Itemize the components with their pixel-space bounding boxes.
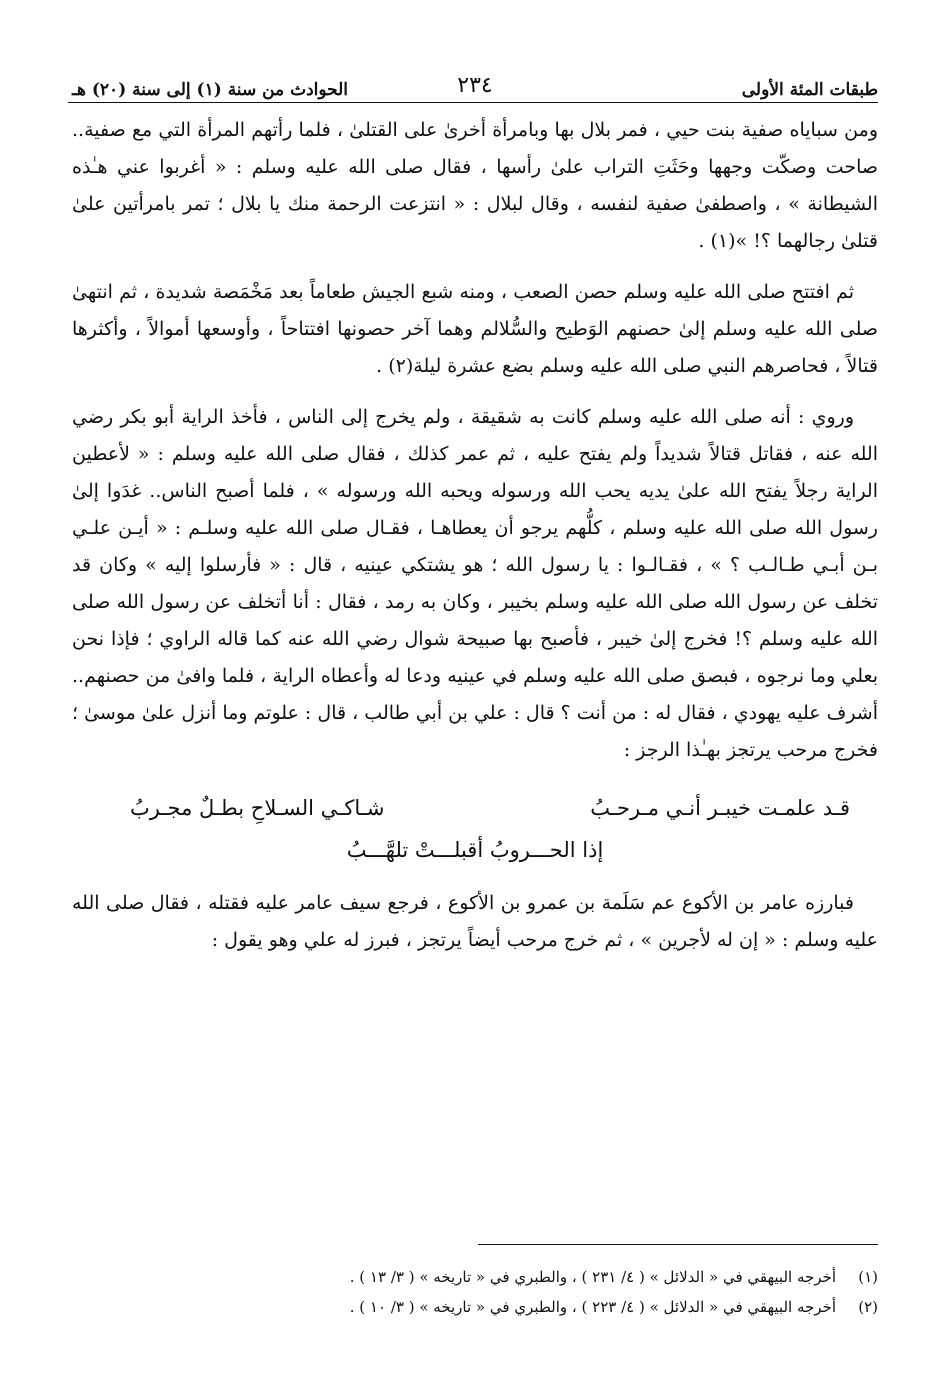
footnote-rule (478, 1244, 878, 1245)
footnote-number: (١) (858, 1268, 878, 1286)
page-number: ٢٣٤ (457, 73, 493, 98)
main-text (72, 112, 878, 959)
paragraph-2: ثم افتتح صلى الله عليه وسلم حصن الصعب ، ومنه شبع الجيش طعاماً بعد مَخْمَصة شديدة ، ثم انتهىٰ صلى الله عليه وسلم إلىٰ حصنهم الوَطيح والسُّلالم وهما آخر حصونها افتتاحاً ، وأوسعها أموالاً ، وأكثرها قتالاً ، فحاصرهم النبي صلى الله عليه وسلم بضع عشرة ليلة(٢) . (72, 281, 878, 377)
verse-hemistich-3: إذا الحـــروبُ أقبلـــتْ تلهَّـــبُ (346, 838, 604, 862)
paragraph-3: وروي : أنه صلى الله عليه وسلم كانت به شقيقة ، ولم يخرج إلى الناس ، فأخذ الراية أبو بكر رضي الله عنه ، فقاتل قتالاً شديداً ولم يفتح عليه ، ثم عمر كذلك ، فقال صلى الله عليه وسلم : « لأعطين الراية رجلاً يفتح الله علىٰ يديه يحب الله ورسوله ويحبه الله ورسوله » ، فلما أصبح الناس.. غدَوا إلىٰ رسول الله صلى الله عليه وسلم ، كلُّهم يرجو أن يعطاهـا ، فقـال صلى الله عليه وسلـم : « أيـن علـي بـن أبـي طـالـب ؟ » ، فقـالـوا : يا رسول الله ؛ هو يشتكي عينيه ، قال : « فأرسلوا إليه » وكان قد تخلف عن رسول الله صلى الله عليه وسلم بخيبر ، وكان به رمد ، فقال : أنا أتخلف عن رسول الله صلى الله عليه وسلم ؟! فخرج إلىٰ خيبر ، فأصبح بها صبيحة شوال رضي الله عنه كما قاله الراوي ؛ فإذا نحن بعلي وما نرجوه ، فبصق صلى الله عليه وسلم في عينيه ودعا له وأعطاه الراية ، فلما وافىٰ من حصنهم.. أشرف عليه يهودي ، فقال له : من أنت ؟ قال : علي بن أبي طالب ، قال : علوتم وما أنزل علىٰ موسىٰ ؛ فخرج مرحب يرتجز بهـٰذا الرجز : (72, 406, 878, 761)
header-rule (68, 102, 878, 103)
poem-verse (72, 787, 878, 871)
book-title: طبقات المئة الأولى (741, 80, 878, 100)
paragraph-1: ومن سباياه صفية بنت حيي ، فمر بلال بها وبامرأة أخرىٰ على القتلىٰ ، فلما رأتهم المرأة التي مع صفية.. صاحت وصكّت وجهها وحَثَتِ التراب علىٰ رأسها ، فقال صلى الله عليه وسلم : « أغربوا عني هـٰذه الشيطانة » ، واصطفىٰ صفية لنفسه ، وقال لبلال : « انتزعت الرحمة منك يا بلال ؛ تمر بامرأتين علىٰ قتلىٰ رجالهما ؟! »(١) . (72, 119, 878, 252)
footnote-1 (72, 1262, 878, 1292)
footnotes (72, 1262, 878, 1322)
verse-hemistich-2: شـاكـي السـلاحِ بطـلٌ مجـربُ (130, 795, 385, 820)
verse-hemistich-1: قـد علمـت خيبـر أنـي مـرحـبُ (590, 795, 850, 820)
footnote-number: (٢) (858, 1298, 878, 1316)
page-header (72, 66, 878, 100)
footnote-text: أخرجه البيهقي في « الدلائل » ( ٤/ ٢٣١ ) ، والطبري في « تاريخه » ( ٣/ ١٣ ) . (349, 1268, 836, 1286)
paragraph-4: فبارزه عامر بن الأكوع عم سَلَمة بن عمرو بن الأكوع ، فرجع سيف عامر عليه فقتله ، فقال صلى الله عليه وسلم : « إن له لأجرين » ، ثم خرج مرحب أيضاً يرتجز ، فبرز له علي وهو يقول : (72, 892, 878, 951)
footnote-2 (72, 1292, 878, 1322)
section-title: الحوادث من سنة (١) إلى سنة (٢٠) هـ (72, 80, 349, 100)
footnote-text: أخرجه البيهقي في « الدلائل » ( ٤/ ٢٢٣ ) ، والطبري في « تاريخه » ( ٣/ ١٠ ) . (349, 1298, 836, 1316)
